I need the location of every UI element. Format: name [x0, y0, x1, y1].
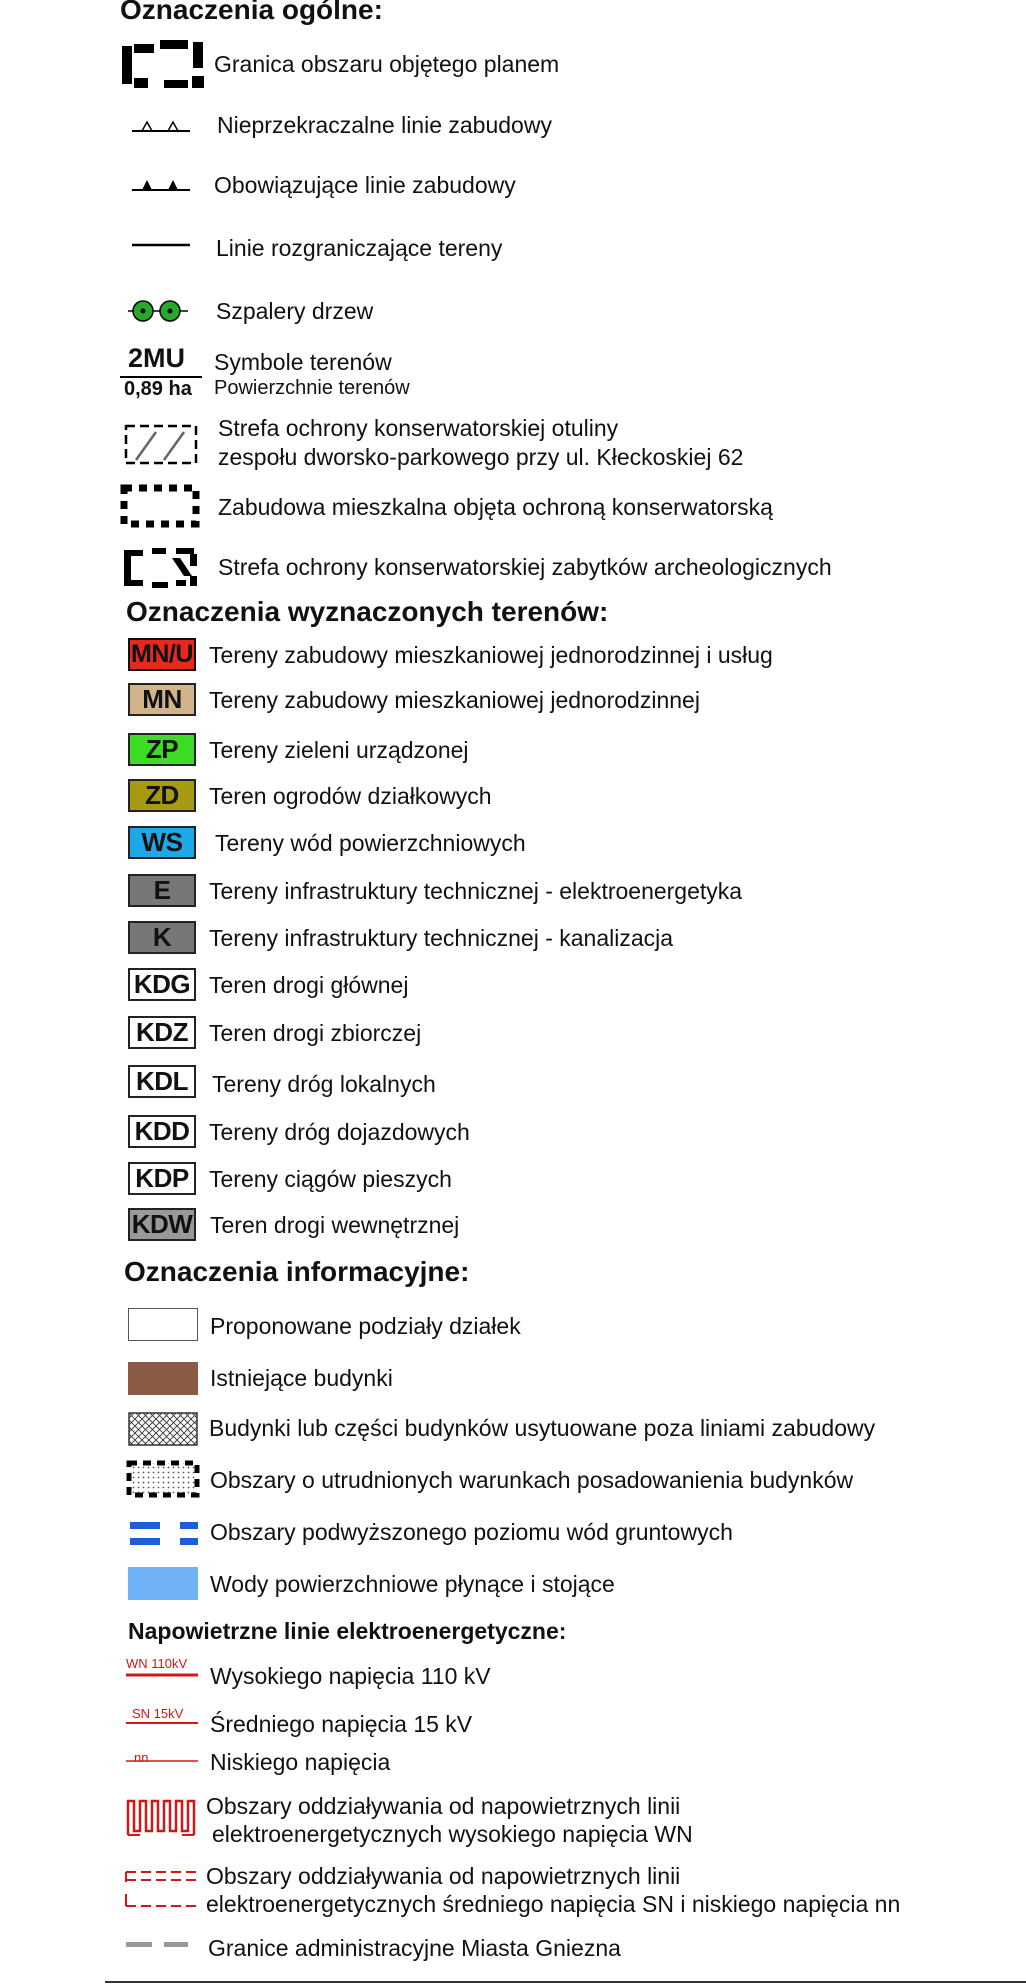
protected-housing-label: Zabudowa mieszkalna objęta ochroną konserwatorską [218, 494, 773, 520]
terrain-box-zp [128, 733, 196, 766]
hv-zone-label-1: Obszary oddziaływania od napowietrznych linii [206, 1793, 681, 1819]
hv-line-icon [126, 1672, 198, 1680]
terrain-box-mn [128, 683, 196, 716]
archaeology-zone-icon [122, 546, 204, 590]
terrain-box-ws [128, 826, 196, 859]
non-crossable-building-line-label: Nieprzekraczalne linie zabudowy [217, 112, 552, 138]
terrain-code-kdd: KDD [134, 1116, 190, 1146]
conservation-zone-label-2: zespołu dworsko-parkowego przy ul. Kłeckoskiej 62 [218, 444, 744, 470]
mv-line-icon [126, 1721, 198, 1727]
hv-line-label: Wysokiego napięcia 110 kV [210, 1663, 491, 1689]
surface-water-swatch [128, 1567, 198, 1600]
terrain-code-zp: ZP [145, 734, 179, 764]
terrain-box-kdw [128, 1208, 196, 1241]
buildings-outside-lines-swatch [128, 1412, 198, 1446]
terrain-label-kdp: Tereny ciągów pieszych [209, 1166, 452, 1192]
tree-row-label: Szpalery drzew [216, 298, 374, 324]
plan-boundary-label: Granica obszaru objętego planem [214, 51, 560, 77]
terrain-box-zd [128, 779, 196, 812]
admin-border-label: Granice administracyjne Miasta Gniezna [208, 1935, 621, 1961]
demarcation-line-label: Linie rozgraniczające tereny [216, 235, 503, 261]
terrain-label-kdz: Teren drogi zbiorczej [209, 1020, 422, 1046]
conservation-zone-label-1: Strefa ochrony konserwatorskiej otuliny [218, 415, 619, 441]
hv-zone-label-2: elektroenergetycznych wysokiego napięcia WN [212, 1821, 693, 1847]
terrain-box-kdl [128, 1065, 196, 1098]
mandatory-building-line-icon [132, 173, 192, 195]
demarcation-line-icon [132, 240, 192, 250]
terrain-label-e: Tereny infrastruktury technicznej - elektroenergetyka [209, 878, 743, 904]
terrain-symbol-code: 2MU [128, 343, 186, 373]
buildings-outside-lines-label: Budynki lub części budynków usytuowane poza liniami zabudowy [209, 1415, 876, 1441]
general-header: Oznaczenia ogólne: [120, 0, 383, 25]
terrain-label-k: Tereny infrastruktury technicznej - kanalizacja [209, 925, 674, 951]
terrain-box-e [128, 874, 196, 907]
groundwater-label: Obszary podwyższonego poziomu wód gruntowych [210, 1519, 733, 1545]
terrain-label-mnu: Tereny zabudowy mieszkaniowej jednorodzinnej i usług [209, 642, 773, 668]
terrain-box-k [128, 921, 196, 954]
mv-line-label: Średniego napięcia 15 kV [210, 1711, 473, 1737]
terrain-label-kdl: Tereny dróg lokalnych [212, 1071, 436, 1097]
terrain-label-kdg: Teren drogi głównej [209, 972, 409, 998]
terrain-label-kdw: Teren drogi wewnętrznej [210, 1212, 460, 1238]
terrain-code-kdl: KDL [136, 1066, 188, 1096]
power-lines-header: Napowietrzne linie elektroenergetyczne: [128, 1618, 567, 1644]
conservation-zone-icon [124, 424, 200, 466]
terrain-code-mn: MN [142, 684, 182, 714]
terrain-box-kdp [128, 1162, 196, 1195]
proposed-plot-division-label: Proponowane podziały działek [210, 1313, 521, 1339]
groundwater-swatch [128, 1520, 200, 1548]
mv-line-tag: SN 15kV [132, 1706, 184, 1721]
terrain-label-mn: Tereny zabudowy mieszkaniowej jednorodzinnej [209, 687, 700, 713]
terrain-code-kdp: KDP [135, 1163, 189, 1193]
terrain-area-value: 0,89 ha [124, 378, 192, 400]
difficult-foundation-label: Obszary o utrudnionych warunkach posadowanienia budynków [210, 1467, 854, 1493]
terrain-code-kdg: KDG [133, 969, 191, 999]
terrain-code-zd: ZD [145, 780, 179, 810]
protected-housing-icon [120, 484, 202, 528]
terrain-code-e: E [153, 875, 171, 905]
admin-border-icon [126, 1940, 198, 1950]
terrain-box-kdg [128, 968, 196, 1001]
non-crossable-building-line-icon [132, 114, 192, 136]
proposed-plot-division-swatch [128, 1308, 198, 1341]
terrain-code-kdz: KDZ [136, 1017, 188, 1047]
terrain-area-label: Powierzchnie terenów [214, 377, 410, 399]
mv-lv-zone-icon [124, 1868, 198, 1912]
terrain-code-kdw: KDW [131, 1209, 193, 1239]
lv-line-label: Niskiego napięcia [210, 1749, 391, 1775]
difficult-foundation-swatch [126, 1460, 202, 1498]
bottom-divider [105, 1981, 1026, 1983]
terrain-code-k: K [152, 922, 172, 952]
informational-header: Oznaczenia informacyjne: [124, 1256, 470, 1287]
terrain-label-kdd: Tereny dróg dojazdowych [209, 1119, 470, 1145]
archaeology-zone-label: Strefa ochrony konserwatorskiej zabytków archeologicznych [218, 554, 832, 580]
terrain-label-zd: Teren ogrodów działkowych [209, 783, 492, 809]
terrain-code-ws: WS [141, 827, 183, 857]
terrain-code-mnu: MN/U [131, 640, 193, 668]
mv-lv-zone-label-2: elektroenergetycznych średniego napięcia SN i niskiego napięcia nn [206, 1891, 901, 1917]
terrain-box-kdd [128, 1115, 196, 1148]
terrain-symbol-label: Symbole terenów [214, 349, 392, 375]
mv-lv-zone-label-1: Obszary oddziaływania od napowietrznych linii [206, 1863, 681, 1889]
hv-zone-icon [126, 1795, 198, 1839]
designated-header: Oznaczenia wyznaczonych terenów: [126, 596, 609, 627]
tree-row-icon [128, 298, 190, 324]
plan-boundary-icon [120, 40, 206, 90]
lv-line-tag: nn [134, 1750, 149, 1765]
hv-line-tag: WN 110kV [126, 1656, 188, 1671]
existing-buildings-swatch [128, 1362, 198, 1395]
terrain-box-kdz [128, 1016, 196, 1049]
terrain-label-ws: Tereny wód powierzchniowych [215, 830, 526, 856]
lv-line-icon [126, 1759, 198, 1765]
existing-buildings-label: Istniejące budynki [210, 1365, 393, 1391]
surface-water-label: Wody powierzchniowe płynące i stojące [210, 1571, 615, 1597]
terrain-box-mnu [128, 638, 196, 671]
mandatory-building-line-label: Obowiązujące linie zabudowy [214, 172, 516, 198]
terrain-label-zp: Tereny zieleni urządzonej [209, 737, 469, 763]
